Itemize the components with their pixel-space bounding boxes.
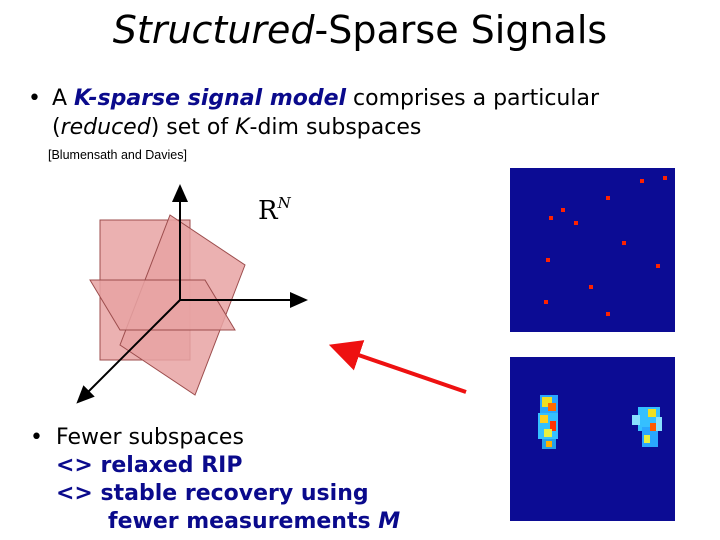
space-label-exponent: N bbox=[277, 194, 291, 212]
spike bbox=[561, 208, 565, 212]
title-rest: -Sparse Signals bbox=[314, 8, 608, 52]
bullet2-m: M bbox=[378, 509, 401, 534]
spike bbox=[606, 312, 610, 316]
bullet2-marker: • bbox=[30, 425, 43, 450]
subspace-diagram bbox=[60, 180, 480, 410]
bullet1-k: K bbox=[235, 115, 250, 140]
spike bbox=[574, 221, 578, 225]
bullet1-line2-open: ( bbox=[52, 115, 61, 140]
cluster-left bbox=[538, 395, 558, 449]
bullet1-line2-mid: ) set of bbox=[150, 115, 236, 140]
spike bbox=[544, 300, 548, 304]
bullet-marker: • bbox=[28, 86, 41, 111]
bullet-text bbox=[52, 84, 702, 142]
bullet2-line4-text: fewer measurements bbox=[108, 509, 379, 534]
bullet2-line1: Fewer subspaces bbox=[56, 425, 244, 450]
structured-signal-panel bbox=[510, 357, 675, 521]
pointer-arrow bbox=[344, 350, 466, 392]
spike bbox=[589, 285, 593, 289]
space-label-base: R bbox=[258, 196, 278, 226]
structured-signal-image bbox=[510, 357, 675, 521]
spike bbox=[549, 216, 553, 220]
spike bbox=[663, 176, 667, 180]
sparse-signal-panel bbox=[510, 168, 675, 332]
bullet1-term: K-sparse signal model bbox=[74, 86, 347, 111]
cluster-right bbox=[632, 407, 662, 447]
bullet2-relaxed-rip: <> relaxed RIP bbox=[56, 453, 243, 478]
title-italic-part: Structured bbox=[112, 8, 315, 52]
citation: [Blumensath and Davies] bbox=[48, 148, 187, 162]
spike bbox=[656, 264, 660, 268]
slide-title bbox=[0, 6, 720, 54]
bullet1-pre: A bbox=[52, 86, 75, 111]
spike bbox=[622, 241, 626, 245]
bullet1-mid: comprises a particular bbox=[346, 86, 599, 111]
bullet1-reduced: reduced bbox=[60, 115, 151, 140]
spike bbox=[640, 179, 644, 183]
bullet2-fewer-measurements bbox=[108, 508, 400, 536]
bullet1-line2-end: -dim subspaces bbox=[249, 115, 422, 140]
spike bbox=[546, 258, 550, 262]
spike bbox=[606, 196, 610, 200]
bullet2-stable-recovery: <> stable recovery using bbox=[56, 481, 369, 506]
